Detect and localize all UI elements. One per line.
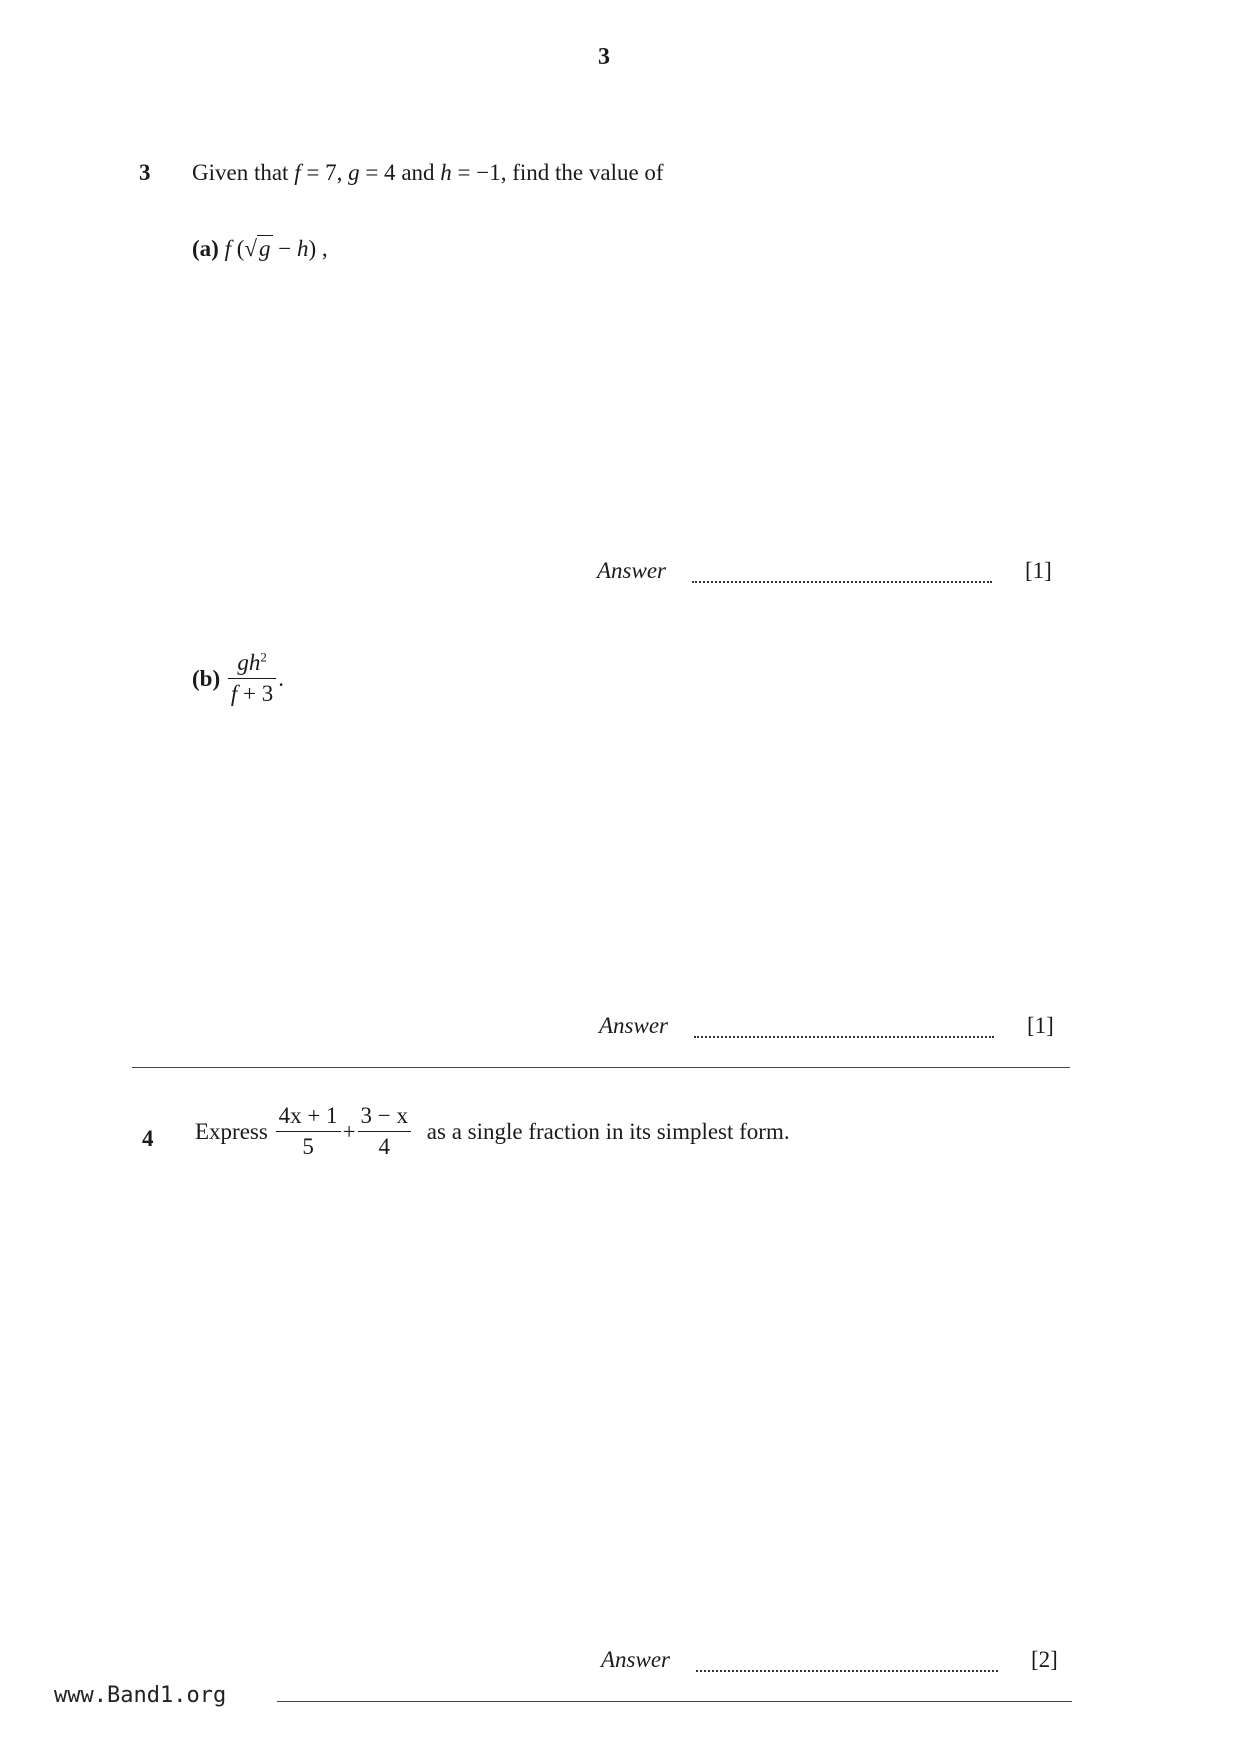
answer-label-3b: Answer	[599, 1013, 668, 1038]
den-f: f	[230, 681, 238, 707]
stem-g-val: = 4	[359, 160, 396, 185]
part-a-open: (	[230, 236, 245, 261]
q4-frac1-denominator: 5	[302, 1134, 314, 1160]
part-a-minus: −	[272, 236, 297, 261]
question-3a	[192, 235, 328, 262]
stem-h-var: h	[440, 160, 452, 185]
part-b-denominator	[228, 679, 276, 707]
part-a-h: h	[297, 236, 309, 261]
q4-frac1-numerator: 4x + 1	[276, 1103, 341, 1132]
answer-line-4[interactable]	[696, 1670, 998, 1672]
answer-line-3b[interactable]	[694, 1036, 994, 1038]
question-3-number: 3	[139, 160, 151, 185]
part-a-label: (a)	[192, 236, 219, 261]
stem-and: and	[401, 160, 435, 185]
answer-label-4: Answer	[601, 1647, 670, 1672]
question-3-stem	[192, 160, 664, 186]
stem-f-val: = 7,	[300, 160, 343, 185]
answer-line-3a[interactable]	[692, 581, 992, 583]
q4-fraction-2	[358, 1103, 411, 1161]
stem-f-var: f	[294, 160, 301, 185]
marks-3b: [1]	[1027, 1013, 1054, 1038]
part-a-close: ) ,	[308, 236, 328, 261]
part-b-fraction	[228, 650, 276, 708]
part-b-label: (b)	[192, 665, 221, 691]
q4-frac2-numerator: 3 − x	[358, 1103, 411, 1132]
num-g: g	[237, 650, 249, 675]
num-exponent: 2	[260, 649, 267, 665]
q4-rest: as a single fraction in its simplest form.	[426, 1118, 790, 1144]
part-a-f: f	[224, 236, 231, 261]
answer-label-3a: Answer	[597, 558, 666, 583]
watermark-text: www.Band1.org	[54, 1683, 227, 1708]
q4-fraction-1	[276, 1103, 341, 1161]
marks-4: [2]	[1031, 1647, 1058, 1672]
part-b-end: .	[278, 665, 284, 691]
stem-given-that: Given that	[192, 160, 289, 185]
question-4-stem	[195, 1103, 790, 1161]
q4-plus: +	[342, 1118, 356, 1144]
footer-rule	[277, 1701, 1072, 1702]
stem-h-val: = −1, find the value of	[451, 160, 664, 185]
question-4-number: 4	[142, 1126, 154, 1151]
num-h: h	[248, 650, 261, 675]
sqrt-radicand-g: g	[259, 236, 271, 261]
q4-frac2-denominator: 4	[378, 1134, 391, 1160]
stem-g-var: g	[348, 160, 360, 185]
q4-express: Express	[195, 1118, 268, 1144]
question-3b	[192, 650, 284, 708]
page-number: 3	[598, 44, 610, 70]
den-rest: + 3	[237, 681, 274, 707]
question-separator	[132, 1067, 1070, 1068]
marks-3a: [1]	[1025, 558, 1052, 583]
sqrt-symbol: √	[244, 236, 258, 261]
part-b-numerator	[228, 650, 276, 679]
